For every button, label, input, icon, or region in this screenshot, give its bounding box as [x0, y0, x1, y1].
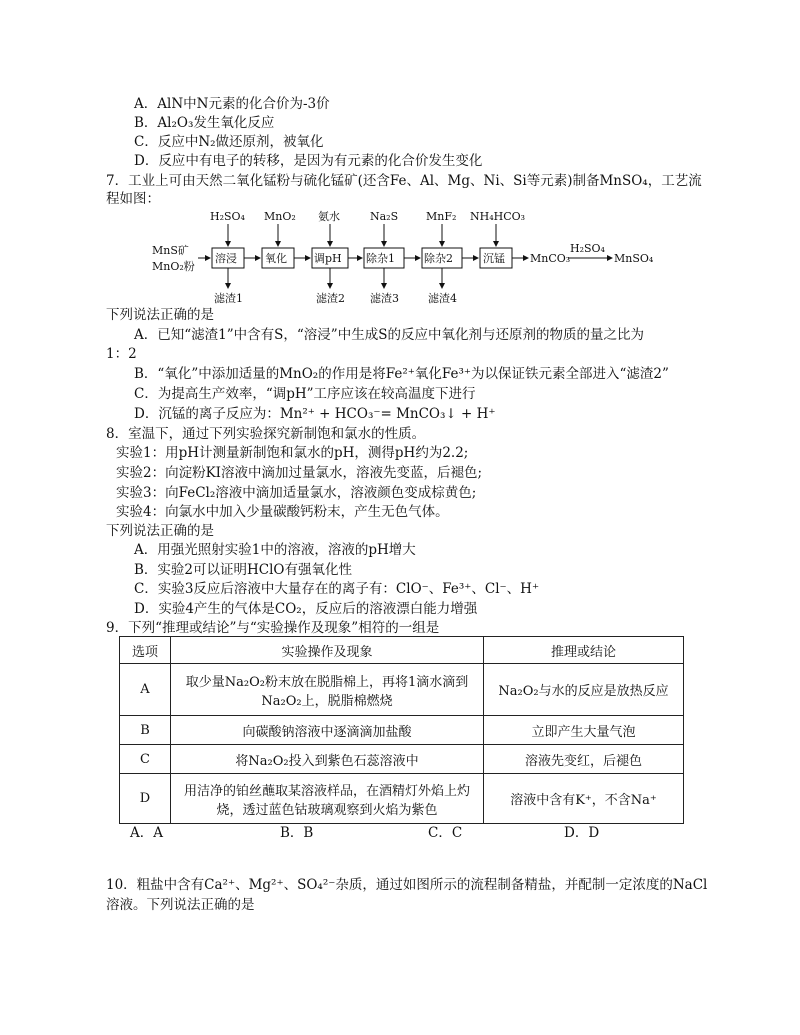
flow-step-purify2: 除杂2	[424, 252, 453, 265]
flow-product-mnco3: MnCO₃	[530, 252, 571, 265]
q8-exp-4: 实验4：向氯水中加入少量碳酸钙粉末，产生无色气体。	[116, 504, 449, 520]
q8-exp-3: 实验3：向FeCl₂溶液中滴加适量氯水，溶液颜色变成棕黄色;	[116, 485, 477, 501]
flow-product-mnso4: MnSO₄	[614, 252, 654, 265]
flow-residue-2: 滤渣2	[316, 292, 345, 305]
q9-row-a-conclusion: Na₂O₂与水的反应是放热反应	[484, 664, 684, 716]
flow-reagent-mno2: MnO₂	[264, 210, 296, 223]
flow-reagent-mnf2: MnF₂	[426, 210, 457, 223]
flow-reagent-nh4hco3: NH₄HCO₃	[470, 210, 526, 223]
q6-option-c: C．反应中N₂做还原剂，被氧化	[134, 134, 324, 150]
table-row	[120, 664, 684, 716]
table-row	[120, 716, 684, 745]
flow-step-precip: 沉锰	[483, 252, 505, 265]
flow-reagent-h2so4: H₂SO₄	[210, 210, 245, 223]
q7-stem-line1: 7．工业上可由天然二氧化锰粉与硫化锰矿(还含Fe、Al、Mg、Ni、Si等元素)制备MnSO₄，工艺流	[106, 173, 702, 189]
flow-input-mno2: MnO₂粉	[152, 260, 195, 273]
q9-row-b-operation: 向碳酸钠溶液中逐滴滴加盐酸	[171, 716, 484, 745]
q9-row-d-conclusion: 溶液中含有K⁺，不含Na⁺	[484, 774, 684, 824]
q9-row-a-op-line2: Na₂O₂上，脱脂棉燃烧	[261, 693, 393, 709]
flow-residue-1: 滤渣1	[214, 292, 243, 305]
q9-table-header-row	[120, 637, 684, 664]
q9-row-c-option: C	[120, 745, 171, 774]
q8-exp-1: 实验1：用pH计测量新制饱和氯水的pH，测得pH约为2.2;	[116, 445, 469, 461]
flow-step-leach: 溶浸	[215, 252, 237, 265]
q9-row-d-op-line2: 烧，透过蓝色钴玻璃观察到火焰为紫色	[216, 802, 438, 818]
q8-option-c: C．实验3反应后溶液中大量存在的离子有：ClO⁻、Fe³⁺、Cl⁻、H⁺	[134, 581, 540, 597]
flow-step-ph: 调pH	[314, 252, 342, 265]
q9-row-d-op-line1: 用洁净的铂丝蘸取某溶液样品，在酒精灯外焰上灼	[183, 783, 470, 799]
q7-stem-line2: 程如图：	[106, 191, 160, 207]
q9-header-conclusion: 推理或结论	[484, 637, 684, 664]
q8-exp-2: 实验2：向淀粉KI溶液中滴加过量氯水，溶液先变蓝，后褪色;	[116, 465, 483, 481]
q10-line2: 溶液。下列说法正确的是	[106, 897, 255, 913]
q8-option-b: B．实验2可以证明HClO有强氧化性	[134, 562, 352, 578]
q6-option-d: D．反应中有电子的转移，是因为有元素的化合价发生变化	[134, 153, 483, 169]
q9-row-d-option: D	[120, 774, 171, 824]
q9-header-option: 选项	[120, 637, 171, 664]
flow-step-purify1: 除杂1	[366, 252, 395, 265]
q7-option-d: D．沉锰的离子反应为：Mn²⁺ + HCO₃⁻= MnCO₃↓ + H⁺	[134, 406, 496, 422]
flow-step-oxidize: 氧化	[265, 252, 287, 265]
q9-row-a-op-line1: 取少量Na₂O₂粉末放在脱脂棉上，再将1滴水滴到	[185, 674, 469, 690]
flow-reagent-na2s: Na₂S	[370, 210, 399, 223]
flow-residue-4: 滤渣4	[428, 292, 457, 305]
q9-answer-a: A．A	[130, 825, 163, 841]
q9-stem: 9．下列“推理或结论”与“实验操作及现象”相符的一组是	[106, 620, 440, 636]
process-flow-diagram	[150, 208, 690, 308]
q10-line1: 10．粗盐中含有Ca²⁺、Mg²⁺、SO₄²⁻杂质，通过如图所示的流程制备精盐，并配制一定浓度的NaCl	[106, 877, 708, 893]
q6-option-b: B．Al₂O₃发生氧化反应	[134, 115, 275, 131]
table-row	[120, 774, 684, 824]
q9-row-b-conclusion: 立即产生大量气泡	[484, 716, 684, 745]
q8-ask: 下列说法正确的是	[106, 523, 214, 539]
flow-residue-3: 滤渣3	[370, 292, 399, 305]
q8-option-d: D．实验4产生的气体是CO₂，反应后的溶液漂白能力增强	[134, 601, 478, 617]
flow-input-mns: MnS矿	[152, 244, 189, 257]
flow-arrow-reagent: H₂SO₄	[570, 242, 605, 255]
q8-stem: 8．室温下，通过下列实验探究新制饱和氯水的性质。	[106, 426, 426, 442]
q9-table	[119, 636, 684, 824]
q9-row-b-option: B	[120, 716, 171, 745]
q9-row-c-operation: 将Na₂O₂投入到紫色石蕊溶液中	[171, 745, 484, 774]
flow-reagent-ammonia: 氨水	[318, 210, 340, 223]
q9-row-a-operation	[171, 664, 484, 716]
q9-answer-b: B．B	[280, 825, 314, 841]
q7-option-a-line2: 1：2	[106, 346, 137, 362]
q9-answer-c: C．C	[428, 825, 463, 841]
q6-option-a: A．AlN中N元素的化合价为-3价	[134, 96, 330, 112]
q9-row-c-conclusion: 溶液先变红，后褪色	[484, 745, 684, 774]
table-row	[120, 745, 684, 774]
q7-option-b: B．“氧化”中添加适量的MnO₂的作用是将Fe²⁺氧化Fe³⁺为以保证铁元素全部进入“滤渣2”	[134, 366, 669, 382]
q7-option-c: C．为提高生产效率，“调pH”工序应该在较高温度下进行	[134, 386, 476, 402]
q7-ask: 下列说法正确的是	[106, 307, 214, 323]
q9-answer-d: D．D	[564, 825, 600, 841]
q8-option-a: A．用强光照射实验1中的溶液，溶液的pH增大	[134, 542, 416, 558]
q9-row-a-option: A	[120, 664, 171, 716]
q7-option-a-line1: A．已知“滤渣1”中含有S，“溶浸”中生成S的反应中氧化剂与还原剂的物质的量之比为	[134, 327, 644, 343]
q9-header-operation: 实验操作及现象	[171, 637, 484, 664]
q9-row-d-operation	[171, 774, 484, 824]
